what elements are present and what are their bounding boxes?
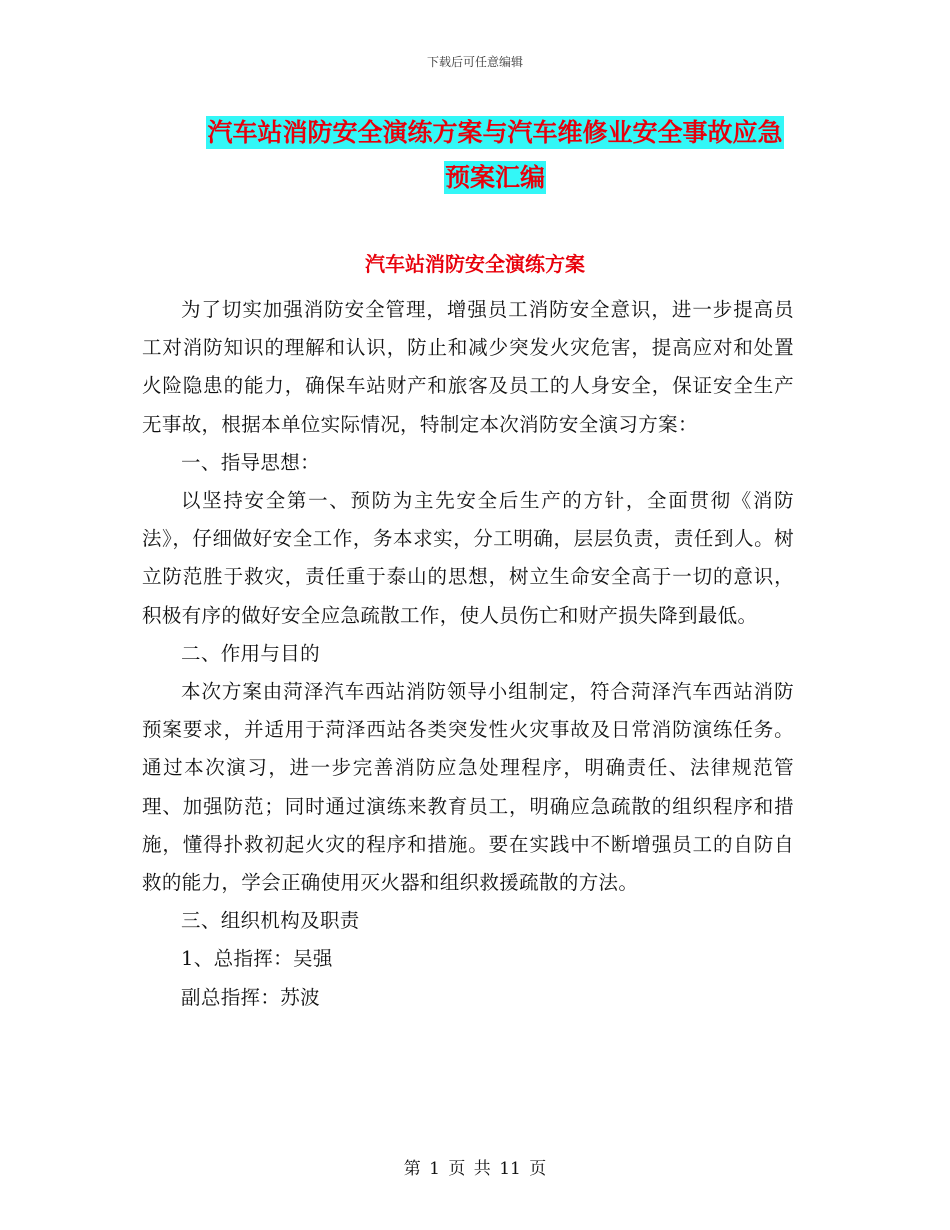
header-note: 下载后可任意编辑	[426, 55, 523, 69]
document-title-line-1-text: 汽车站消防安全演练方案与汽车维修业安全事故应急	[207, 118, 783, 147]
document-title-line-1	[150, 113, 840, 149]
paragraph-deputy-commander: 副总指挥：苏波	[181, 985, 320, 1009]
paragraph-purpose: 本次方案由菏泽汽车西站消防领导小组制定，符合菏泽汽车西站消防预案要求，并适用于菏泽西站各类突发性火灾事故及日常消防演练任务。通过本次演习，进一步完善消防应急处理程序，明确责任、法律规范管理、加强防范；同时通过演练来教育员工，明确应急疏散的组织程序和措施，懂得扑救初起火灾的程序和措施。要在实践中不断增强员工的自防自救的能力，学会正确使用灭火器和组织救援疏散的方法。	[142, 680, 794, 895]
section-title: 汽车站消防安全演练方案	[365, 252, 585, 276]
heading-organization: 三、组织机构及职责	[181, 909, 360, 933]
document-title-line-2-text: 预案汇编	[444, 163, 545, 192]
heading-guiding-ideology: 一、指导思想：	[181, 450, 320, 474]
paragraph-guiding-ideology: 以坚持安全第一、预防为主先安全后生产的方针，全面贯彻《消防法》，仔细做好安全工作，务本求实，分工明确，层层负责，责任到人。树立防范胜于救灾，责任重于泰山的思想，树立生命安全高于一切的意识，积极有序的做好安全应急疏散工作，使人员伤亡和财产损失降到最低。	[142, 489, 794, 627]
document-body	[142, 291, 794, 1017]
document-title-line-2	[150, 158, 840, 194]
page-number: 第 1 页 共 11 页	[403, 1159, 547, 1179]
paragraph-intro: 为了切实加强消防安全管理，增强员工消防安全意识，进一步提高员工对消防知识的理解和认识，防止和减少突发火灾危害，提高应对和处置火险隐患的能力，确保车站财产和旅客及员工的人身安全，保证安全生产无事故，根据本单位实际情况，特制定本次消防安全演习方案：	[142, 298, 794, 436]
paragraph-commander: 1、总指挥：吴强	[181, 947, 333, 971]
heading-purpose: 二、作用与目的	[181, 641, 320, 665]
